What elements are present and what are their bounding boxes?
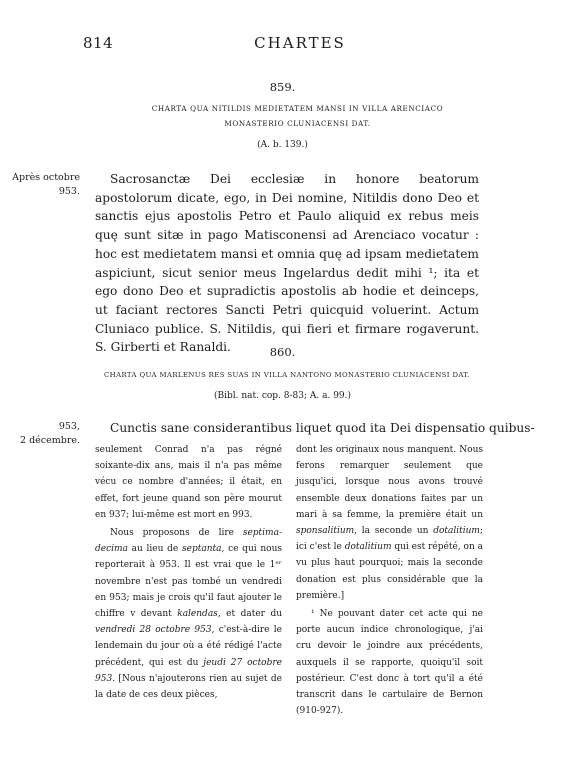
margin-date-line2: 2 décembre. <box>20 435 80 446</box>
margin-date-line2: 953. <box>58 186 80 197</box>
note-text: . [Nous n'ajouterons rien au sujet de la date de ces deux pièces, <box>95 673 282 701</box>
note-italic: septanta <box>182 544 222 555</box>
note-left-paragraph-2 <box>95 525 282 703</box>
note-text: , ce qui nous reporterait à 953. Il est vrai que le 1ᵉʳ novembre n'est pas tombé un vendredi en 953; mais je crois qu'il faut ajouter le chiffre v devant <box>95 544 282 620</box>
margin-date-line1: Après octobre <box>12 172 80 183</box>
note-text: qui est répété, on a vu plus haut pourquoi; mais la seconde donation est plus considérable que la première.] <box>296 542 483 601</box>
note-italic: sponsalitium <box>296 526 355 537</box>
note-italic: vendredi 28 octobre 953 <box>95 625 212 636</box>
note-right-paragraph-1 <box>296 442 483 604</box>
margin-date-line1: 953, <box>58 421 80 432</box>
note-italic: septima-decima <box>95 528 282 555</box>
charter-859-title-line2: MONASTERIO CLUNIACENSI DAT. <box>224 119 371 128</box>
charter-859-title <box>125 101 470 131</box>
charter-859-reference: (A. b. 139.) <box>257 140 308 150</box>
charter-860-margin-date <box>8 420 80 448</box>
charter-859-margin-date <box>8 171 80 199</box>
note-italic: kalendas <box>177 609 218 620</box>
note-text: , la seconde un <box>354 526 434 537</box>
page-number: 814 <box>83 34 114 52</box>
note-italic: dotalitium <box>433 526 480 537</box>
note-text: dont les originaux nous manquent. Nous ferons remarquer seulement que jusqu'ici, lorsque nous avons trouvé ensemble deux donations faites par un mari à sa femme, la première était un <box>296 445 483 520</box>
note-text: Nous proposons de lire <box>110 528 243 539</box>
charter-860-reference: (Bibl. nat. cop. 8-83; A. a. 99.) <box>213 391 352 401</box>
charter-859-title-line1: CHARTA QUA NITILDIS MEDIETATEM MANSI IN VILLA ARENCIACO <box>151 104 444 113</box>
note-italic: dotalitium <box>344 542 392 553</box>
notes-left-column <box>95 442 282 703</box>
note-text: , et dater du <box>217 609 282 620</box>
charter-859-number: 859. <box>269 80 296 94</box>
charter-859-text <box>95 170 479 357</box>
note-text: au lieu de <box>127 544 182 555</box>
note-italic: jeudi 27 octobre 953 <box>95 657 282 684</box>
note-text: , c'est-à-dire le lendemain du jour où a été rédigé l'acte précédent, qui est du <box>95 625 282 668</box>
charter-860-number: 860. <box>269 345 296 359</box>
footnote-1: ¹ Ne pouvant dater cet acte qui ne porte aucun indice chronologique, j'ai cru devoir le joindre aux précédents, auxquels il se rapporte, quoiqu'il soit postérieur. C'est donc à tort qu'il a été transcrit dans le cartulaire de Bernon (910-927). <box>296 609 483 717</box>
charter-860-text: Cunctis sane considerantibus liquet quod ita Dei dispensatio quibus- <box>110 421 535 435</box>
note-text: ; ici c'est le <box>296 526 483 553</box>
charter-859-paragraph: Sacrosanctæ Dei ecclesiæ in honore beatorum apostolorum dicate, ego, in Dei nomine, Nitildis dono Deo et sanctis ejus apostolis Petro et Paulo aliquid ex rebus meis quę sunt sitæ in pago Matisconensi ad Arenciaco vocatur : hoc est medietatem mansi et omnia quę ad ipsam medietatem aspiciunt, sicut senior meus Ingelardus dedit mihi ¹; ita et ego dono Deo et supradictis apostolis ab hodie et deinceps, ut faciant rectores Sancti Petri quicquid voluerint. Actum Cluniaco publice. S. Nitildis, qui fieri et firmare rogaverunt. S. Girberti et Ranaldi. <box>95 172 479 355</box>
note-left-paragraph-1: seulement Conrad n'a pas régné soixante-dix ans, mais il n'a pas même vécu ce nombre d'années; il était, en effet, fort jeune quand son père mourut en 937; lui-même est mort en 993. <box>95 445 282 520</box>
running-title: CHARTES <box>254 34 346 52</box>
notes-right-column <box>296 442 483 719</box>
charter-860-title: CHARTA QUA MARLENUS RES SUAS IN VILLA NANTONO MONASTERIO CLUNIACENSI DAT. <box>103 371 470 379</box>
